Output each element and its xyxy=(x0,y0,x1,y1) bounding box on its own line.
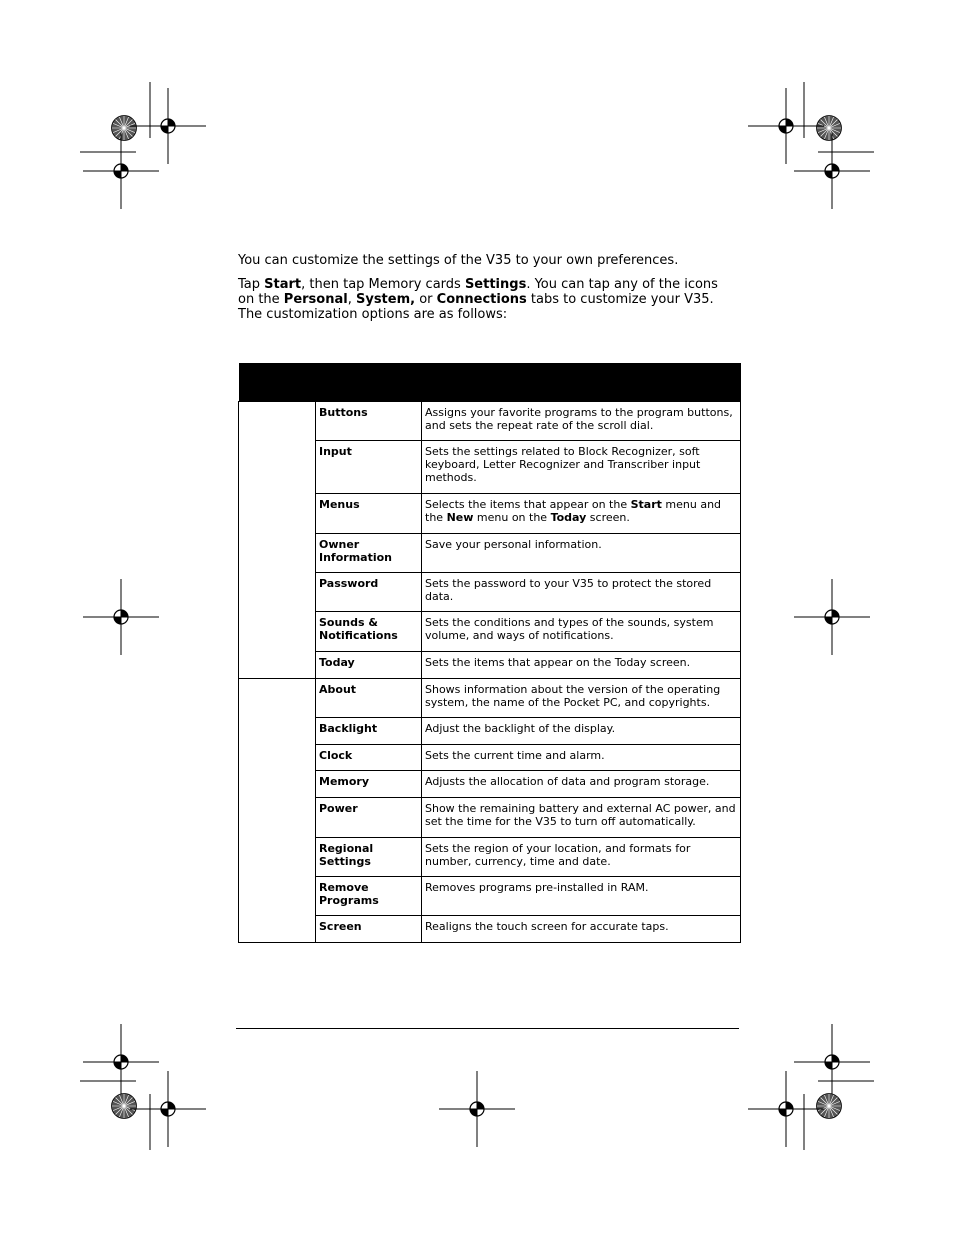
system-term: System, xyxy=(355,292,416,307)
setting-name: Clock xyxy=(316,745,422,771)
text: Tap xyxy=(238,277,265,292)
text: , then tap Memory cards xyxy=(301,277,465,292)
setting-description: Realigns the touch screen for accurate taps. xyxy=(422,916,741,943)
setting-description xyxy=(422,494,741,534)
personal-term: Personal xyxy=(283,292,348,307)
setting-description: Sets the settings related to Block Recognizer, soft keyboard, Letter Recognizer and Transcriber input methods. xyxy=(422,441,741,494)
setting-name: Buttons xyxy=(316,402,422,441)
setting-description: Assigns your favorite programs to the program buttons, and sets the repeat rate of the scroll dial. xyxy=(422,402,741,441)
table-row xyxy=(239,679,741,718)
text: Selects the items that appear on the xyxy=(425,498,631,511)
setting-description: Sets the conditions and types of the sounds, system volume, and ways of notifications. xyxy=(422,612,741,652)
settings-term: Settings xyxy=(464,277,527,292)
setting-description: Save your personal information. xyxy=(422,534,741,573)
setting-name: About xyxy=(316,679,422,718)
setting-name: Screen xyxy=(316,916,422,943)
setting-name: Menus xyxy=(316,494,422,534)
text: or xyxy=(415,292,437,307)
setting-name: Power xyxy=(316,798,422,838)
start-term: Start xyxy=(264,277,302,292)
setting-description: Sets the region of your location, and formats for number, currency, time and date. xyxy=(422,838,741,877)
text: menu and the xyxy=(425,498,722,524)
setting-name: Owner Information xyxy=(316,534,422,573)
table-row xyxy=(239,402,741,441)
connections-term: Connections xyxy=(436,292,527,307)
setting-name: Today xyxy=(316,652,422,679)
text: . You can tap any of the icons on the xyxy=(238,277,718,307)
text: tabs to customize your V35. The customization options are as follows: xyxy=(238,292,714,322)
setting-description: Adjusts the allocation of data and program storage. xyxy=(422,771,741,798)
settings-table xyxy=(238,363,741,943)
setting-description: Sets the password to your V35 to protect the stored data. xyxy=(422,573,741,612)
setting-name: Regional Settings xyxy=(316,838,422,877)
setting-description: Sets the items that appear on the Today screen. xyxy=(422,652,741,679)
new-term: New xyxy=(446,511,474,524)
text: , xyxy=(347,292,356,307)
setting-description: Show the remaining battery and external AC power, and set the time for the V35 to turn off automatically. xyxy=(422,798,741,838)
personal-group-cell xyxy=(239,402,316,679)
setting-description: Adjust the backlight of the display. xyxy=(422,718,741,745)
setting-name: Remove Programs xyxy=(316,877,422,916)
intro-paragraph: You can customize the settings of the V35 to your own preferences. xyxy=(238,253,679,268)
text: screen. xyxy=(586,511,630,524)
setting-name: Input xyxy=(316,441,422,494)
footer-rule xyxy=(236,1028,739,1029)
today-term: Today xyxy=(550,511,587,524)
table-header-row xyxy=(239,363,741,402)
start-term: Start xyxy=(630,498,662,511)
setting-name: Password xyxy=(316,573,422,612)
system-group-cell xyxy=(239,679,316,943)
setting-description: Shows information about the version of the operating system, the name of the Pocket PC, and copyrights. xyxy=(422,679,741,718)
instructions-paragraph xyxy=(238,277,738,322)
setting-name: Memory xyxy=(316,771,422,798)
table-header xyxy=(239,363,741,402)
setting-description: Removes programs pre-installed in RAM. xyxy=(422,877,741,916)
text: menu on the xyxy=(473,511,551,524)
setting-description: Sets the current time and alarm. xyxy=(422,745,741,771)
setting-name: Sounds & Notifications xyxy=(316,612,422,652)
setting-name: Backlight xyxy=(316,718,422,745)
